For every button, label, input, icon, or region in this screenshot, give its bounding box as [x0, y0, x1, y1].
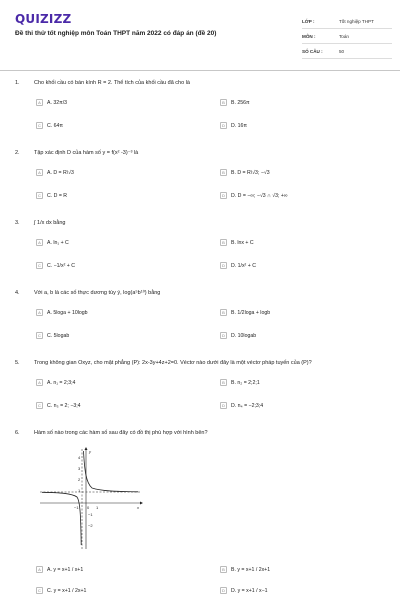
option-text: y = x+1 / x+1 [53, 566, 84, 573]
option-b[interactable] [220, 97, 250, 108]
question-text: ∫ 1/x dx bằng [34, 220, 66, 226]
question-text: Tập xác định D của hàm số y = f(x² -3)⁻³ là [34, 150, 139, 156]
option-prefix: A. [47, 379, 52, 386]
option-text: −1/x² + C [53, 262, 75, 269]
option-prefix: A. [47, 239, 52, 246]
option-d[interactable] [220, 190, 288, 201]
option-letter-box: B [220, 169, 227, 176]
option-text: 1/2loga + logb [237, 309, 271, 316]
meta-key: SỐ CÂU : [302, 48, 323, 54]
option-a[interactable] [36, 97, 67, 108]
option-text: 256π [237, 99, 250, 106]
option-d[interactable] [220, 120, 247, 131]
option-letter-box: D [220, 262, 227, 269]
option-prefix: C. [47, 587, 53, 594]
option-b[interactable] [220, 237, 254, 248]
option-letter-box: B [220, 99, 227, 106]
option-letter-box: C [36, 587, 43, 594]
page-header [0, 0, 400, 62]
option-prefix: C. [47, 192, 53, 199]
option-text: n₁ = 2;3;4 [53, 379, 76, 386]
option-prefix: D. [231, 402, 237, 409]
option-text: 1/x² + C [237, 262, 256, 269]
x-tick-label: 0 [87, 505, 90, 510]
y-tick-label: 4 [78, 455, 81, 460]
option-c[interactable] [36, 260, 75, 271]
question-number: 2. [15, 150, 20, 156]
meta-row-count [302, 44, 392, 59]
option-letter-box: B [220, 566, 227, 573]
option-letter-box: A [36, 99, 43, 106]
option-prefix: A. [47, 99, 52, 106]
meta-value: Toán [339, 33, 349, 39]
option-a[interactable] [36, 564, 83, 575]
option-prefix: C. [47, 332, 53, 339]
option-prefix: D. [231, 192, 237, 199]
option-c[interactable] [36, 585, 86, 596]
option-text: y = x+1 / x−1 [237, 587, 268, 594]
option-letter-box: D [220, 587, 227, 594]
option-letter-box: D [220, 402, 227, 409]
question-number: 5. [15, 360, 20, 366]
meta-key: MÔN : [302, 33, 316, 39]
y-axis-label: y [89, 449, 91, 454]
y-axis-arrow [85, 447, 88, 450]
option-letter-box: C [36, 122, 43, 129]
quizizz-logo: QUIZIZZ [15, 12, 72, 26]
option-text: n₄ = −2;3;4 [237, 402, 264, 409]
meta-value: 50 [339, 48, 345, 54]
option-letter-box: C [36, 332, 43, 339]
option-prefix: B. [231, 309, 236, 316]
option-letter-box: A [36, 566, 43, 573]
option-text: 32π/3 [53, 99, 68, 106]
question-number: 3. [15, 220, 20, 226]
option-prefix: B. [231, 379, 236, 386]
document-title: Đề thi thử tốt nghiệp môn Toán THPT năm 2022 có đáp án (đề 20) [15, 30, 217, 37]
option-letter-box: C [36, 192, 43, 199]
option-letter-box: D [220, 192, 227, 199]
option-b[interactable] [220, 564, 270, 575]
option-prefix: D. [231, 262, 237, 269]
option-letter-box: A [36, 169, 43, 176]
option-text: n₃ = 2; −3;4 [53, 402, 81, 409]
option-a[interactable] [36, 377, 75, 388]
option-text: y = x+1 / 2x+1 [237, 566, 271, 573]
option-d[interactable] [220, 330, 256, 341]
document-meta [302, 14, 392, 59]
option-text: 5logab [53, 332, 70, 339]
question-number: 1. [15, 80, 20, 86]
header-divider [0, 70, 400, 71]
option-letter-box: B [220, 379, 227, 386]
meta-row-subject [302, 29, 392, 44]
option-letter-box: A [36, 309, 43, 316]
option-a[interactable] [36, 167, 74, 178]
option-prefix: D. [231, 122, 237, 129]
question-text: Với a, b là các số thực dương tùy ý, log(a⁵b¹⁰) bằng [34, 290, 161, 296]
option-prefix: B. [231, 169, 236, 176]
option-text: 64π [53, 122, 63, 129]
option-letter-box: B [220, 309, 227, 316]
option-text: D = R\√3 [53, 169, 74, 176]
option-prefix: B. [231, 566, 236, 573]
option-letter-box: C [36, 402, 43, 409]
option-prefix: D. [231, 332, 237, 339]
x-tick-label: 1 [96, 505, 99, 510]
option-c[interactable] [36, 330, 69, 341]
option-prefix: D. [231, 587, 237, 594]
option-text: D = R\√3; −√3 [237, 169, 270, 176]
option-prefix: C. [47, 262, 53, 269]
question-text: Hàm số nào trong các hàm số sau đây có đồ thị phù hợp với hình bên? [34, 430, 208, 436]
option-c[interactable] [36, 400, 81, 411]
x-tick-label: −1 [74, 505, 79, 510]
option-d[interactable] [220, 585, 268, 596]
option-letter-box: B [220, 239, 227, 246]
option-text: 10logab [237, 332, 257, 339]
option-text: y = x+1 / 2x+1 [53, 587, 87, 594]
option-d[interactable] [220, 400, 263, 411]
option-text: 5loga + 10logb [53, 309, 88, 316]
y-tick-label: −1 [88, 512, 93, 517]
option-text: D = −∞; −√3 ∩ √3; +∞ [237, 192, 288, 199]
option-prefix: B. [231, 99, 236, 106]
meta-value: Tốt nghiệp THPT [339, 18, 374, 24]
option-letter-box: D [220, 332, 227, 339]
option-text: ln₁ + C [53, 239, 69, 246]
option-letter-box: A [36, 379, 43, 386]
option-text: D = R [53, 192, 68, 199]
graph-left-branch [42, 492, 81, 545]
option-c[interactable] [36, 120, 63, 131]
option-letter-box: C [36, 262, 43, 269]
option-b[interactable] [220, 167, 270, 178]
option-b[interactable] [220, 377, 260, 388]
option-prefix: A. [47, 566, 52, 573]
option-text: lnx + C [237, 239, 254, 246]
meta-row-class [302, 14, 392, 29]
option-prefix: A. [47, 169, 52, 176]
option-prefix: B. [231, 239, 236, 246]
option-text: n₂ = 2;2;1 [237, 379, 260, 386]
x-axis-arrow [140, 502, 143, 505]
option-d[interactable] [220, 260, 256, 271]
option-b[interactable] [220, 307, 270, 318]
function-graph [36, 445, 144, 551]
option-c[interactable] [36, 190, 67, 201]
option-letter-box: D [220, 122, 227, 129]
y-tick-label: −2 [88, 523, 93, 528]
graph-right-branch [84, 451, 139, 492]
x-axis-label: x [137, 505, 139, 510]
option-text: 16π [237, 122, 247, 129]
y-tick-label: 2 [78, 477, 81, 482]
question-number: 4. [15, 290, 20, 296]
option-prefix: A. [47, 309, 52, 316]
option-letter-box: A [36, 239, 43, 246]
question-text: Trong không gian Oxyz, cho mặt phẳng (P): 2x-3y+4z+2=0. Véctơ nào dưới đây là một véctơ pháp tuyến của (P)? [34, 360, 312, 366]
option-prefix: C. [47, 402, 53, 409]
y-tick-label: 1 [78, 488, 81, 493]
question-number: 6. [15, 430, 20, 436]
option-a[interactable] [36, 237, 69, 248]
question-text: Cho khối cầu có bán kính R = 2. Thể tích của khối cầu đã cho là [34, 80, 190, 86]
option-a[interactable] [36, 307, 88, 318]
meta-key: LỚP : [302, 18, 315, 24]
y-tick-label: 3 [78, 466, 81, 471]
option-prefix: C. [47, 122, 53, 129]
